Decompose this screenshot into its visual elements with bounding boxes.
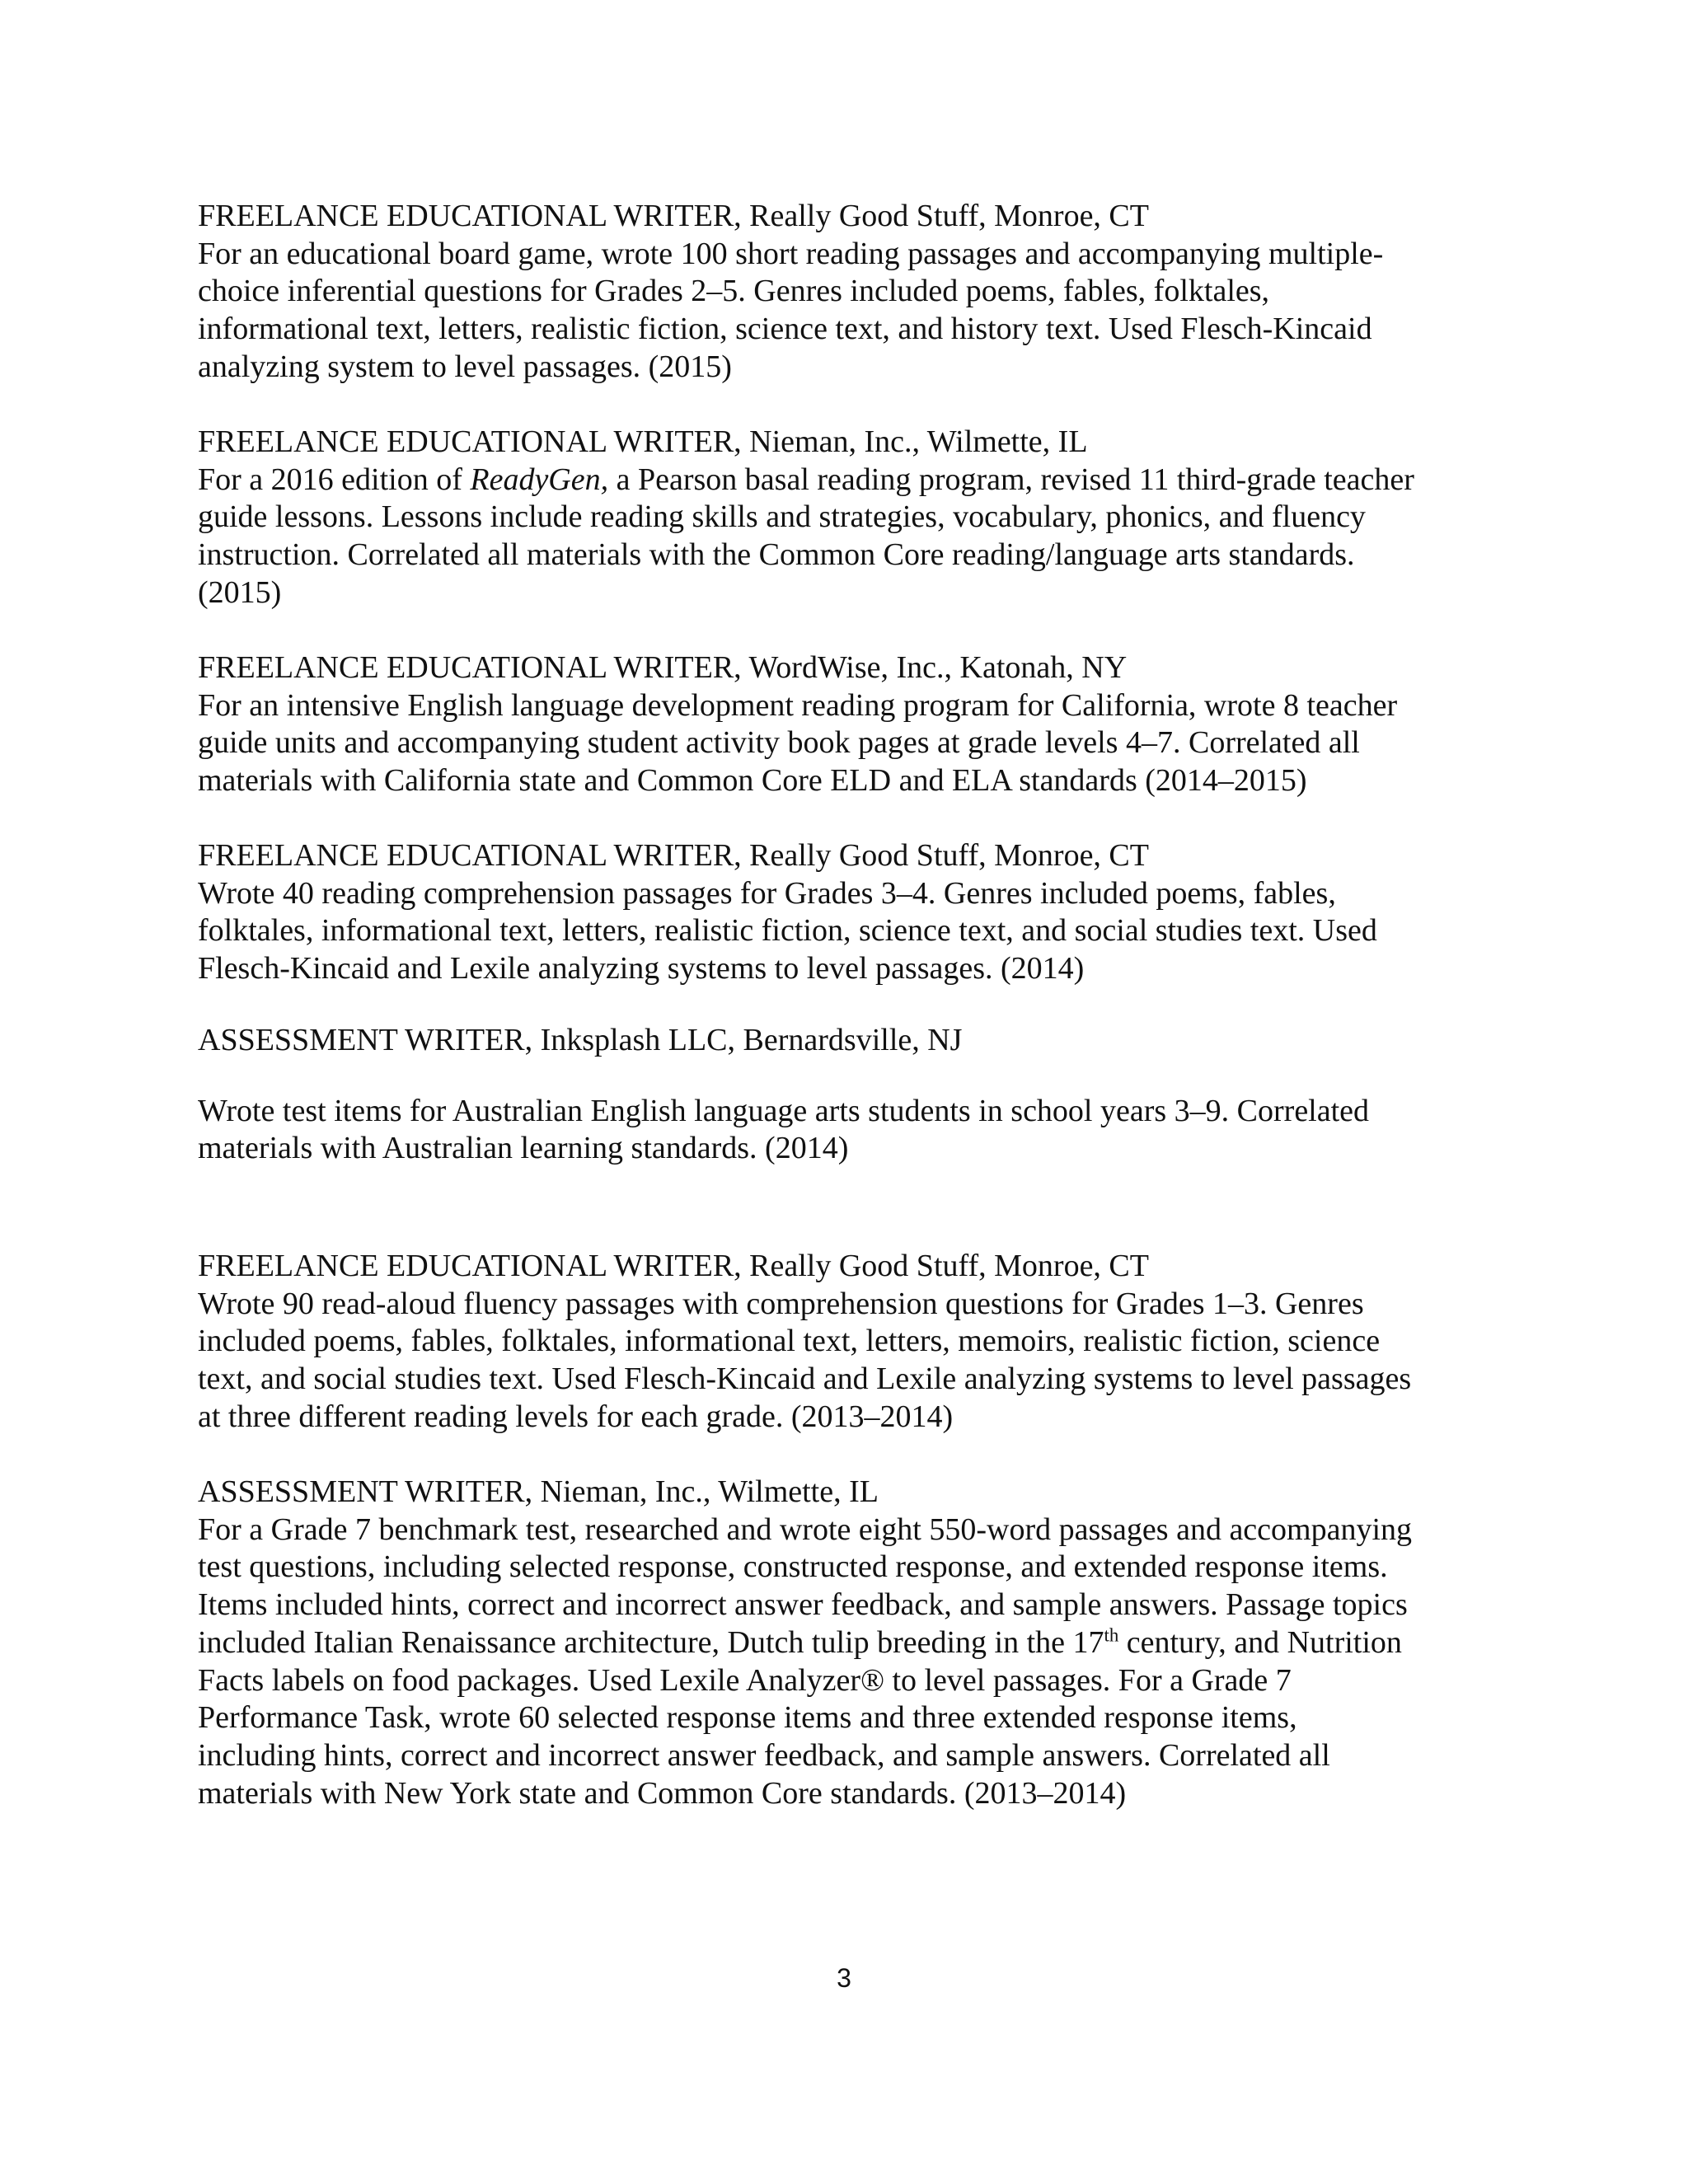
ordinal-superscript: th xyxy=(1104,1624,1119,1646)
job-description-line: instruction. Correlated all materials with the Common Core reading/language arts standards. xyxy=(198,537,1355,573)
job-entry xyxy=(198,198,1484,387)
job-description-line: materials with California state and Common Core ELD and ELA standards (2014–2015) xyxy=(198,763,1307,799)
job-description-line: For an educational board game, wrote 100 short reading passages and accompanying multiple- xyxy=(198,236,1384,271)
job-description-line: guide units and accompanying student activity book pages at grade levels 4–7. Correlated all xyxy=(198,725,1360,761)
job-description-line: (2015) xyxy=(198,574,282,610)
job-entry xyxy=(198,1474,1484,1812)
description-text: For a 2016 edition of xyxy=(198,462,471,497)
job-description-line: materials with New York state and Common Core standards. (2013–2014) xyxy=(198,1775,1127,1811)
job-description-line: Items included hints, correct and incorrect answer feedback, and sample answers. Passage topics xyxy=(198,1587,1408,1623)
job-title: ASSESSMENT WRITER, Nieman, Inc., Wilmette, IL xyxy=(198,1474,879,1509)
job-description-line: at three different reading levels for each grade. (2013–2014) xyxy=(198,1399,954,1434)
job-description-line xyxy=(198,1624,1484,1662)
job-description-line: For a Grade 7 benchmark test, researched and wrote eight 550-word passages and accompanying xyxy=(198,1511,1413,1547)
job-entry xyxy=(198,649,1484,800)
job-description-line: Wrote test items for Australian English language arts students in school years 3–9. Correlated xyxy=(198,1093,1370,1128)
job-entry xyxy=(198,424,1484,612)
job-entry xyxy=(198,1022,1484,1168)
page-number: 3 xyxy=(837,1963,851,1993)
job-description-line: text, and social studies text. Used Flesch-Kincaid and Lexile analyzing systems to level passages xyxy=(198,1361,1412,1397)
program-title: ReadyGen, xyxy=(470,462,609,497)
job-description-line: folktales, informational text, letters, realistic fiction, science text, and social studies text. Used xyxy=(198,913,1377,949)
resume-page xyxy=(198,0,1484,2184)
description-text: a Pearson basal reading program, revised 11 third-grade teacher xyxy=(608,462,1414,497)
job-description-line: Facts labels on food packages. Used Lexile Analyzer® to level passages. For a Grade 7 xyxy=(198,1662,1292,1698)
description-text: century, and Nutrition xyxy=(1118,1624,1402,1660)
job-description-line: included poems, fables, folktales, informational text, letters, memoirs, realistic fiction, science xyxy=(198,1324,1381,1359)
job-entry xyxy=(198,837,1484,988)
job-description-line: Wrote 40 reading comprehension passages for Grades 3–4. Genres included poems, fables, xyxy=(198,875,1336,911)
job-description-line: choice inferential questions for Grades 2–5. Genres included poems, fables, folktales, xyxy=(198,274,1270,309)
job-description-line: analyzing system to level passages. (2015) xyxy=(198,349,732,384)
job-description-line: test questions, including selected response, constructed response, and extended response items. xyxy=(198,1549,1388,1585)
job-description-line: Flesch-Kincaid and Lexile analyzing systems to level passages. (2014) xyxy=(198,951,1085,987)
job-title: FREELANCE EDUCATIONAL WRITER, Really Good Stuff, Monroe, CT xyxy=(198,199,1149,233)
job-title: FREELANCE EDUCATIONAL WRITER, Nieman, Inc., Wilmette, IL xyxy=(198,424,1088,459)
job-description-line: Wrote 90 read-aloud fluency passages with comprehension questions for Grades 1–3. Genres xyxy=(198,1286,1364,1321)
job-title: FREELANCE EDUCATIONAL WRITER, WordWise, Inc., Katonah, NY xyxy=(198,650,1128,685)
job-description-line: guide lessons. Lessons include reading skills and strategies, vocabulary, phonics, and fluency xyxy=(198,499,1366,535)
job-entry xyxy=(198,1248,1484,1436)
description-text: included Italian Renaissance architecture, Dutch tulip breeding in the 17 xyxy=(198,1624,1104,1660)
job-title: ASSESSMENT WRITER, Inksplash LLC, Bernardsville, NJ xyxy=(198,1023,963,1057)
job-description-line: including hints, correct and incorrect answer feedback, and sample answers. Correlated all xyxy=(198,1737,1330,1773)
job-description-line: For an intensive English language development reading program for California, wrote 8 teacher xyxy=(198,687,1398,723)
job-description-line xyxy=(198,462,1484,499)
job-description-line: informational text, letters, realistic fiction, science text, and history text. Used Flesch-Kincaid xyxy=(198,312,1372,347)
job-description-line: Performance Task, wrote 60 selected response items and three extended response items, xyxy=(198,1700,1297,1736)
job-title: FREELANCE EDUCATIONAL WRITER, Really Good Stuff, Monroe, CT xyxy=(198,838,1149,873)
job-title: FREELANCE EDUCATIONAL WRITER, Really Good Stuff, Monroe, CT xyxy=(198,1249,1149,1283)
job-description-line: materials with Australian learning standards. (2014) xyxy=(198,1131,849,1166)
